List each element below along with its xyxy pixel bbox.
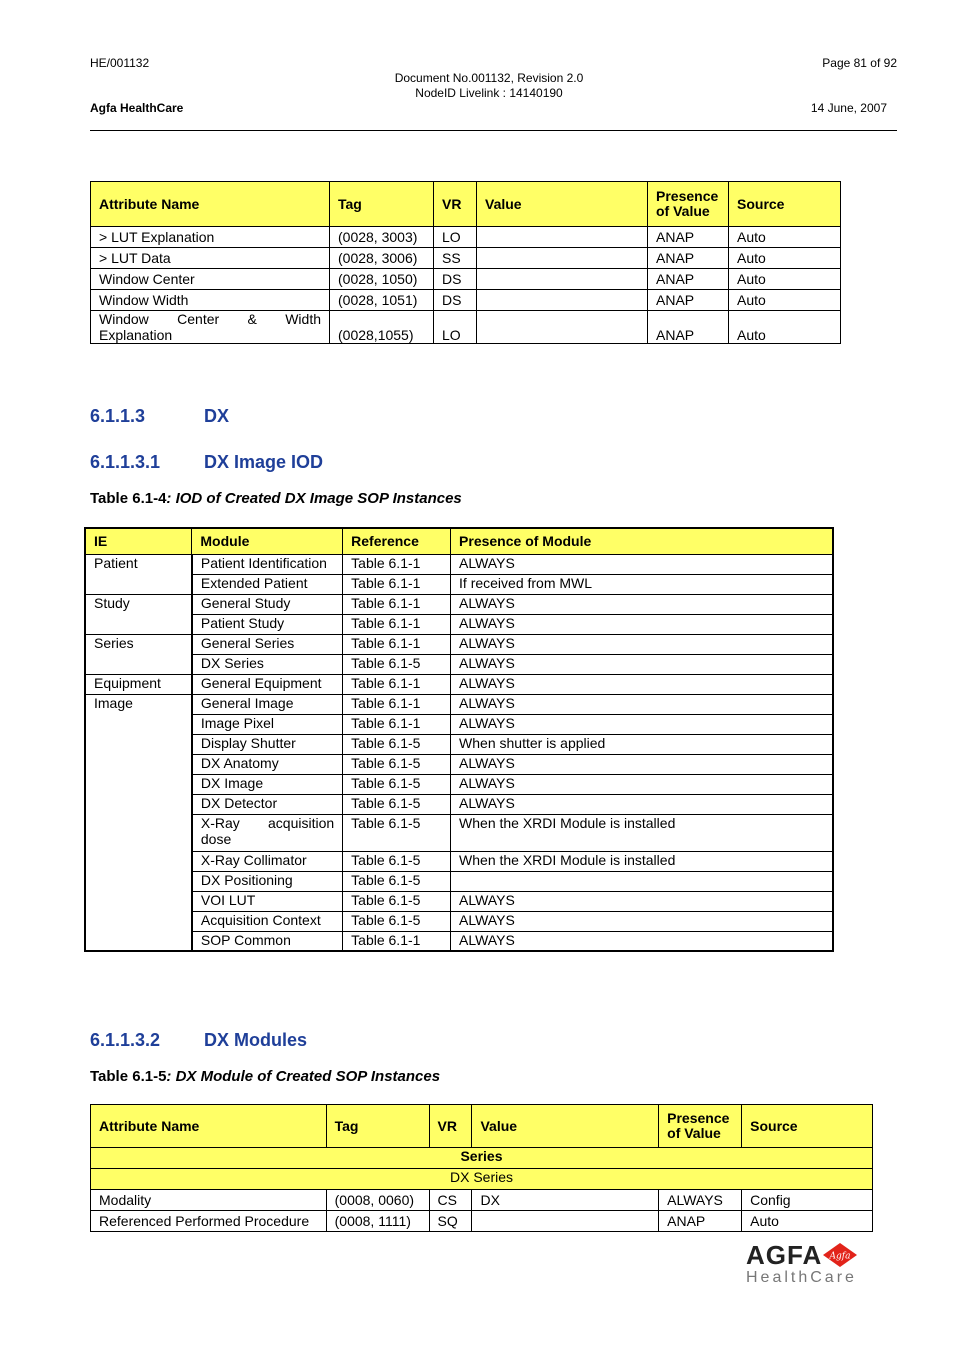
col-attribute-name: Attribute Name [91,182,330,227]
col-tag: Tag [330,182,434,227]
reference-cell: Table 6.1-5 [343,774,451,794]
reference-cell: Table 6.1-1 [343,694,451,714]
dx-image-iod-table [84,527,834,952]
attr-name-cell: Modality [91,1190,327,1211]
subsection-row [91,1169,873,1190]
presence-cell: ALWAYS [451,754,833,774]
value-cell [477,269,648,290]
module-cell: DX Anatomy [192,754,343,774]
presence-cell: ANAP [659,1211,742,1232]
presence-cell: ALWAYS [451,931,833,951]
table-caption-dx-module [90,1068,440,1085]
table-row [85,634,833,654]
value-cell [477,290,648,311]
table-row [85,891,833,911]
reference-cell: Table 6.1-1 [343,594,451,614]
attr-name-cell: Referenced Performed Procedure [91,1211,327,1232]
module-cell: Extended Patient [192,574,343,594]
subsection-label: DX Series [91,1169,873,1190]
presence-cell: ALWAYS [451,891,833,911]
table-row [91,269,841,290]
section-title-dx-image-iod: DX Image IOD [204,452,324,472]
table-row [85,851,833,871]
reference-cell: Table 6.1-1 [343,614,451,634]
section-number-dx: 6.1.1.3 [90,406,146,426]
section-title-dx-modules: DX Modules [204,1030,308,1050]
module-cell: VOI LUT [192,891,343,911]
source-cell: Auto [729,311,841,344]
presence-cell: ALWAYS [451,694,833,714]
vr-cell: SS [434,248,477,269]
table-header-row [85,528,833,554]
col-ie: IE [85,528,192,554]
module-word: X-Ray [200,814,240,831]
attr-name-cell: > LUT Explanation [91,227,330,248]
module-cell [192,814,343,851]
value-cell [477,227,648,248]
section-label: Series [91,1148,873,1169]
tag-cell: (0028, 3003) [330,227,434,248]
lut-attributes-table [90,181,841,344]
table-row [85,674,833,694]
module-cell: General Equipment [192,674,343,694]
presence-cell: ALWAYS [451,911,833,931]
reference-cell: Table 6.1-1 [343,554,451,574]
ie-cell: Equipment [85,674,192,694]
vr-cell: LO [434,227,477,248]
presence-cell: When shutter is applied [451,734,833,754]
vr-cell: DS [434,290,477,311]
attr-name-cell: Window Center [91,269,330,290]
col-vr: VR [429,1105,472,1148]
module-cell: General Image [192,694,343,714]
reference-cell: Table 6.1-5 [343,871,451,891]
attr-name-word: Width [285,311,321,327]
col-reference: Reference [343,528,451,554]
table-row [91,227,841,248]
vr-cell: CS [429,1190,472,1211]
attr-name-word: Center [177,311,220,327]
table-row [91,1211,873,1232]
module-cell: DX Positioning [192,871,343,891]
table-header-row [91,1105,873,1148]
table-row [85,654,833,674]
attr-name-line2: Explanation [99,327,173,343]
module-word: acquisition [268,814,335,831]
source-cell: Auto [729,227,841,248]
table-row [85,574,833,594]
module-line2: dose [200,830,232,847]
section-row [91,1148,873,1169]
col-module: Module [192,528,343,554]
reference-cell: Table 6.1-5 [343,891,451,911]
presence-cell: ALWAYS [451,634,833,654]
col-attribute-name: Attribute Name [91,1105,327,1148]
agfa-mark-text: Agfa [829,1251,851,1262]
table-row [91,311,841,344]
page-number: Page 81 of 92 [822,56,897,70]
source-cell: Auto [729,269,841,290]
table-header-row [91,182,841,227]
agfa-rhombus-icon [822,1242,858,1268]
healthcare-logo-text: HealthCare [746,1269,857,1286]
value-cell: DX [472,1190,659,1211]
section-number-dx-modules: 6.1.1.3.2 [90,1030,161,1050]
presence-cell: ALWAYS [451,714,833,734]
module-line1 [201,815,334,831]
reference-cell: Table 6.1-1 [343,931,451,951]
module-cell: DX Image [192,774,343,794]
table-row [85,911,833,931]
reference-cell: Table 6.1-1 [343,574,451,594]
presence-cell: ALWAYS [451,774,833,794]
table-row [85,794,833,814]
vr-cell: LO [434,311,477,344]
table-row [85,754,833,774]
table-row [85,694,833,714]
agfa-logo-text: AGFA [746,1240,823,1270]
reference-cell: Table 6.1-5 [343,814,451,851]
presence-cell: ANAP [648,269,729,290]
presence-cell: ANAP [648,227,729,248]
vr-cell: SQ [429,1211,472,1232]
dx-module-table [90,1104,873,1232]
module-cell: DX Series [192,654,343,674]
table-row [85,594,833,614]
source-cell: Config [742,1190,873,1211]
tag-cell: (0008, 1111) [326,1211,429,1232]
value-cell [477,311,648,344]
presence-cell: ALWAYS [451,554,833,574]
attr-name-cell [91,311,330,344]
source-cell: Auto [729,248,841,269]
reference-cell: Table 6.1-5 [343,654,451,674]
table-row [85,931,833,951]
attr-name-word: Window [99,311,149,327]
module-cell: General Series [192,634,343,654]
table-row [85,814,833,851]
module-cell: SOP Common [192,931,343,951]
doc-id: HE/001132 [90,56,150,70]
section-number-dx-image-iod: 6.1.1.3.1 [90,452,161,472]
attr-name-word: & [247,311,257,327]
source-cell: Auto [729,290,841,311]
col-presence: Presence of Value [648,182,729,227]
col-source: Source [729,182,841,227]
ie-cell: Study [85,594,192,634]
reference-cell: Table 6.1-5 [343,911,451,931]
tag-cell: (0008, 0060) [326,1190,429,1211]
table-row [85,554,833,574]
module-cell: DX Detector [192,794,343,814]
presence-cell: ALWAYS [451,794,833,814]
module-cell: X-Ray Collimator [192,851,343,871]
company-name: Agfa HealthCare [90,101,184,115]
col-presence-of-module: Presence of Module [451,528,833,554]
reference-cell: Table 6.1-5 [343,754,451,774]
value-cell [472,1211,659,1232]
presence-cell: When the XRDI Module is installed [451,851,833,871]
table-row [85,614,833,634]
module-cell: Display Shutter [192,734,343,754]
attr-name-cell: Window Width [91,290,330,311]
reference-cell: Table 6.1-5 [343,734,451,754]
doc-date: 14 June, 2007 [810,101,887,115]
presence-cell: When the XRDI Module is installed [451,814,833,851]
section-title-dx: DX [204,406,230,426]
col-source: Source [742,1105,873,1148]
presence-cell: ALWAYS [659,1190,742,1211]
value-cell [477,248,648,269]
caption-prefix: Table 6.1-4 [90,490,167,507]
tag-cell: (0028, 1050) [330,269,434,290]
presence-cell: ANAP [648,248,729,269]
table-row [85,871,833,891]
presence-cell: ALWAYS [451,674,833,694]
ie-cell: Patient [85,554,192,594]
tag-cell: (0028,1055) [330,311,434,344]
presence-cell: ANAP [648,290,729,311]
module-cell: Patient Identification [192,554,343,574]
table-row [85,774,833,794]
table-caption-iod [90,490,462,507]
table-row [91,1190,873,1211]
attr-name-line1 [99,311,321,327]
tag-cell: (0028, 1051) [330,290,434,311]
presence-cell: ALWAYS [451,654,833,674]
reference-cell: Table 6.1-1 [343,674,451,694]
reference-cell: Table 6.1-5 [343,794,451,814]
vr-cell: DS [434,269,477,290]
table-row [85,714,833,734]
presence-cell [451,871,833,891]
col-presence: Presence of Value [659,1105,742,1148]
node-id: NodeID Livelink : 14140190 [415,86,563,100]
ie-cell: Series [85,634,192,674]
col-vr: VR [434,182,477,227]
module-cell: General Study [192,594,343,614]
reference-cell: Table 6.1-1 [343,714,451,734]
doc-number: Document No.001132, Revision 2.0 [394,71,584,85]
caption-text: : DX Module of Created SOP Instances [166,1068,441,1085]
presence-cell: If received from MWL [451,574,833,594]
col-value: Value [477,182,648,227]
col-tag: Tag [326,1105,429,1148]
header-rule [90,130,897,131]
col-value: Value [472,1105,659,1148]
presence-cell: ALWAYS [451,594,833,614]
presence-cell: ANAP [648,311,729,344]
ie-cell: Image [85,694,192,951]
tag-cell: (0028, 3006) [330,248,434,269]
attr-name-cell: > LUT Data [91,248,330,269]
module-cell: Patient Study [192,614,343,634]
reference-cell: Table 6.1-1 [343,634,451,654]
module-cell: Acquisition Context [192,911,343,931]
caption-prefix: Table 6.1-5 [90,1068,167,1085]
table-row [85,734,833,754]
table-row [91,290,841,311]
module-cell: Image Pixel [192,714,343,734]
caption-text: : IOD of Created DX Image SOP Instances [166,490,462,507]
source-cell: Auto [742,1211,873,1232]
presence-cell: ALWAYS [451,614,833,634]
reference-cell: Table 6.1-5 [343,851,451,871]
table-row [91,248,841,269]
